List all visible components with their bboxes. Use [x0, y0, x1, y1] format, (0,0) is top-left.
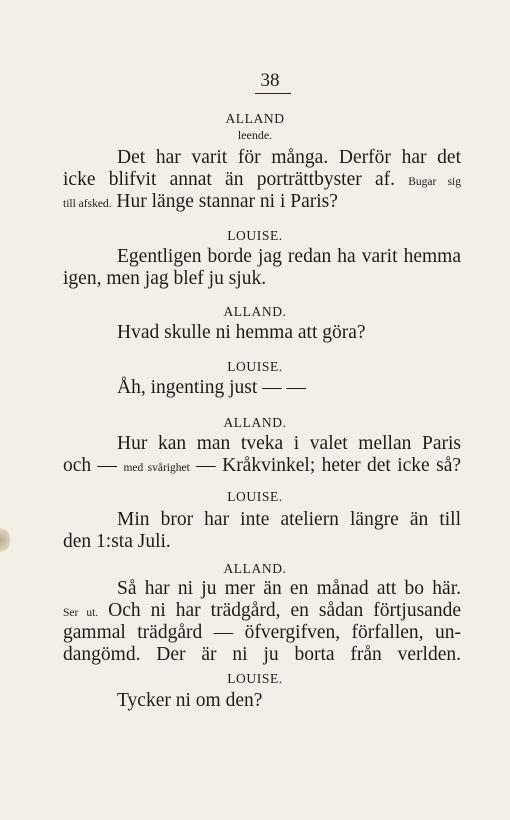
text-line [117, 377, 461, 399]
page-edge-stain [0, 528, 10, 552]
text-line [117, 147, 461, 169]
line-text: Hur länge stannar ni i Paris? [111, 191, 338, 212]
speaker-name: LOUISE. [227, 228, 283, 243]
line-text: Så har ni ju mer än en månad att bo här. [117, 578, 461, 599]
text-line [63, 455, 461, 479]
line-text: — Kråkvinkel; heter det icke så? [189, 455, 462, 476]
text-line [63, 268, 461, 290]
text-line [63, 622, 461, 644]
line-text: Åh, ingenting just — — [117, 377, 307, 398]
text-line [63, 169, 461, 193]
speaker-name: ALLAND. [223, 304, 287, 319]
speaker-name: LOUISE. [227, 359, 283, 374]
stage-direction: Bugar sig [408, 176, 461, 188]
line-text: Egentligen borde jag redan ha varit hemma [117, 246, 461, 267]
stage-direction: till afsked. [63, 198, 112, 210]
stage-direction: med svårighet [123, 462, 190, 474]
line-text: Hur kan man tveka i valet mellan Paris [117, 433, 461, 454]
line-text: den 1:sta Juli. [63, 531, 171, 552]
stage-direction: leende. [237, 128, 273, 142]
speaker-name: ALLAND. [223, 415, 287, 430]
text-line [117, 578, 461, 600]
line-text: dangömd. Der är ni ju borta från verlden. [63, 644, 461, 665]
text-line [117, 246, 461, 268]
text-line [117, 322, 461, 344]
text-line [117, 690, 461, 712]
line-text: Det har varit för många. Derför har det [117, 147, 461, 168]
text-line [63, 600, 461, 624]
speaker-name: ALLAND [225, 111, 285, 126]
speaker-name: LOUISE. [227, 489, 283, 504]
speaker-name: LOUISE. [227, 671, 283, 686]
text-line [63, 531, 461, 553]
line-text: Min bror har inte ateliern längre än till [117, 509, 461, 530]
text-line [117, 509, 461, 531]
text-line [63, 191, 461, 215]
line-text: gammal trädgård — öfvergifven, förfallen, un- [63, 622, 461, 643]
line-text: igen, men jag blef ju sjuk. [63, 268, 267, 289]
page-number: 38 [260, 70, 280, 91]
line-text: Hvad skulle ni hemma att göra? [117, 322, 366, 343]
line-text: icke blifvit annat än porträttbyster af. [63, 169, 409, 190]
speaker-name: ALLAND. [223, 561, 287, 576]
page-number-rule [255, 93, 291, 94]
text-line [63, 644, 461, 666]
line-text: Tycker ni om den? [117, 690, 263, 711]
line-text: Och ni har trädgård, en sådan förtjusande [98, 600, 461, 621]
stage-direction: Ser ut. [63, 607, 99, 619]
line-text: och — [63, 455, 124, 476]
text-line [117, 433, 461, 455]
